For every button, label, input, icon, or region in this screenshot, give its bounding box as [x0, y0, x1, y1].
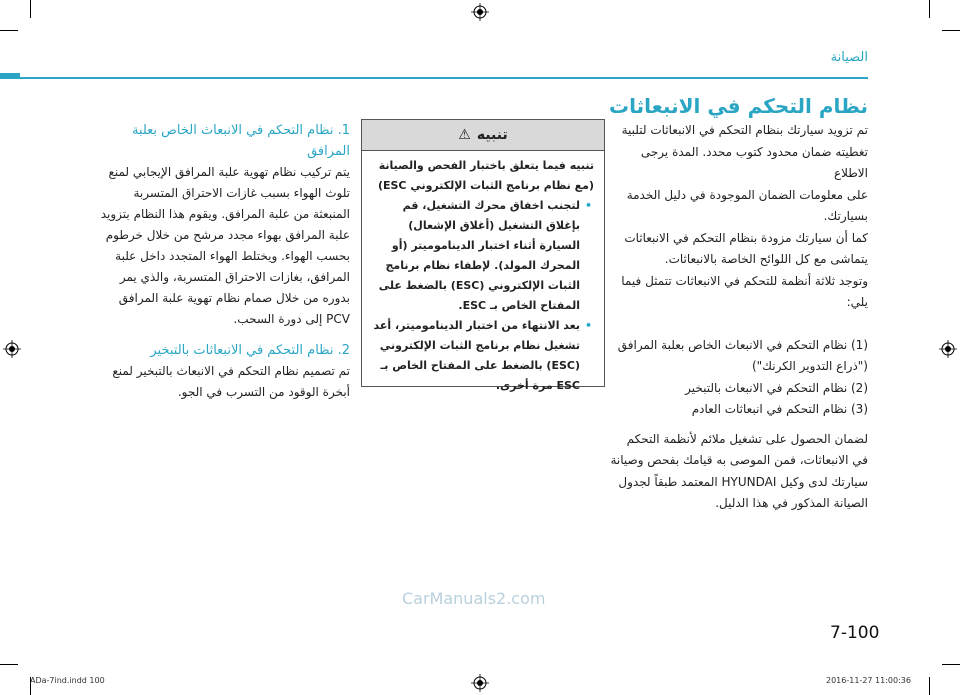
footer-timestamp: 2016-11-27 11:00:36 [826, 676, 911, 685]
list-item: (1) نظام التحكم في الانبعاث الخاص بعلبة المرافق ("ذراع التدوير الكرنك") [617, 337, 868, 373]
registration-mark-icon [939, 340, 957, 358]
header-rule [0, 77, 868, 79]
caution-header [362, 120, 604, 151]
crop-mark [0, 30, 18, 31]
crop-mark [942, 30, 960, 31]
right-column [608, 120, 868, 515]
paragraph: كما أن سيارتك مزودة بنظام التحكم في الانبعاثات يتماشى مع كل اللوائح الخاصة بالانبعاثات. [624, 230, 868, 266]
paragraph: يتم تركيب نظام تهوية علبة المرافق الإيجابي لمنع تلوث الهواء بسبب غازات الاحتراق المتسربة المنبعثة من علبة المرافق. ويقوم هذا النظام بتزويد علبة المرافق بهواء مجدد مرشح من خلال خرطوم بحسب الهواء. ويختلط الهواء المتجدد داخل علبة المرافق، بغازات الاحتراق المتسربة، والذي يمر بدوره من خلال صمام نظام تهوية علبة المرافق PCV إلى دورة السحب. [100, 165, 350, 326]
list-item: • بعد الانتهاء من اختبار الديناموميتر، أعد تشغيل نظام برنامج الثبات الإلكتروني (ESC) بالضغط على المفتاح الخاص بـ ESC مرة أخرى. [372, 316, 580, 396]
crop-mark [929, 0, 930, 18]
crop-mark [0, 664, 18, 665]
subsection-title: 2. نظام التحكم في الانبعاثات بالتبخير [150, 343, 350, 358]
footer-filename: ADa-7ind.indd 100 [30, 676, 105, 685]
watermark: CarManuals2.com [402, 589, 546, 608]
paragraph: على معلومات الضمان الموجودة في دليل الخدمة بسيارتك. [626, 187, 868, 223]
page-number: 7-100 [830, 623, 880, 643]
chapter-title: الصيانة [830, 50, 868, 65]
list-item: (2) نظام التحكم في الانبعاث بالتبخير [685, 380, 868, 395]
registration-mark-icon [3, 340, 21, 358]
registration-mark-icon [471, 3, 489, 21]
caution-lead: تنبيه فيما يتعلق باختبار الفحص والصيانة (مع نظام برنامج الثبات الإلكتروني ESC) [377, 159, 594, 192]
crop-mark [942, 664, 960, 665]
crop-mark [30, 0, 31, 18]
caution-box [361, 119, 605, 392]
subsection-title: 1. نظام التحكم في الانبعاث الخاص بعلبة المرافق [131, 123, 350, 159]
paragraph: لضمان الحصول على تشغيل ملائم لأنظمة التحكم في الانبعاثات، فمن الموصى به قيامك بفحص وصيانة سيارتك لدى وكيل HYUNDAI المعتمد طبقاً لجدول الصيانة المذكور في هذا الدليل. [610, 431, 868, 510]
registration-mark-icon [471, 674, 489, 692]
list-item: • لتجنب اخفاق محرك التشغيل، قم بإغلاق التشغيل (أغلاق الإشعال) السيارة أثناء اختبار الديناموميتر (أو المحرك المولد). لإطفاء نظام برنامج الثبات الإلكتروني (ESC) بالضغط على المفتاح الخاص بـ ESC. [372, 196, 580, 316]
caution-list [372, 196, 594, 396]
paragraph: وتوجد ثلاثة أنظمة للتحكم في الانبعاثات تتمثل فيما يلي: [621, 273, 868, 309]
left-column [100, 120, 350, 403]
paragraph: تم تزويد سيارتك بنظام التحكم في الانبعاثات لتلبية تغطيته ضمان محدود كتوب محدد. المدة يرجى الاطلاع [621, 123, 868, 180]
paragraph: تم تصميم نظام التحكم في الانبعاث بالتبخير لمنع أبخرة الوقود من التسرب في الجو. [112, 364, 350, 399]
section-title: نظام التحكم في الانبعاثات [609, 94, 868, 118]
header-tab [0, 73, 20, 79]
caution-body [372, 156, 594, 396]
caution-title: تنبيه [476, 127, 508, 143]
crop-mark [929, 677, 930, 695]
list-item: (3) نظام التحكم في انبعاثات العادم [691, 402, 868, 416]
warning-triangle-icon: ⚠ [458, 127, 471, 143]
